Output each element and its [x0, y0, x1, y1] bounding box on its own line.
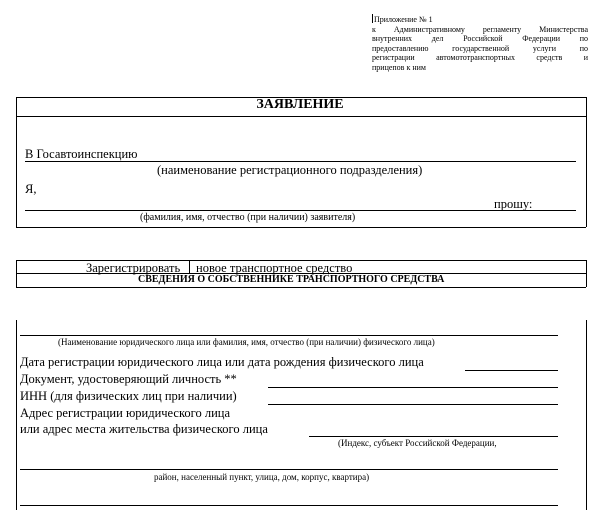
inn-field-line[interactable]: [268, 404, 558, 405]
applicant-field-line[interactable]: [25, 210, 576, 211]
reg-date-field-line[interactable]: [465, 370, 558, 371]
register-label: Зарегистрировать: [86, 261, 181, 275]
section3-left-border: [16, 320, 17, 510]
appendix-line: регистрации автомототранспортных средств и: [372, 53, 588, 63]
appendix-line: прицепов к ним: [372, 62, 426, 72]
address-field-line1[interactable]: [309, 436, 558, 437]
subdivision-field-line[interactable]: [25, 161, 576, 162]
section2-bottom-border: [16, 287, 586, 288]
address-label-line2: или адрес места жительства физического лица: [20, 422, 268, 436]
appendix-line: предоставлению государственной услуги по: [372, 43, 588, 53]
to-label: В Госавтоинспекцию: [25, 147, 138, 161]
inn-label: ИНН (для физических лиц при наличии): [20, 389, 237, 403]
address-field-line2[interactable]: [20, 469, 558, 470]
text-cursor: [372, 14, 373, 23]
address-field-line3[interactable]: [20, 505, 558, 506]
section1-bottom-border: [16, 227, 586, 228]
appendix-line: Приложение № 1: [374, 15, 433, 24]
appendix-line: внутренних дел Российской Федерации по: [372, 34, 588, 44]
form-right-border: [586, 97, 587, 227]
reg-date-label: Дата регистрации юридического лица или дата рождения физического лица: [20, 355, 424, 369]
request-label: прошу:: [494, 197, 533, 211]
address-hint-line2: район, населенный пункт, улица, дом, корпус, квартира): [154, 472, 370, 482]
address-hint-line1: (Индекс, субъект Российской Федерации,: [338, 438, 497, 448]
appendix-line: к Административному регламенту Министерства: [372, 24, 588, 34]
identity-doc-field-line[interactable]: [268, 387, 558, 388]
owner-section-title: СВЕДЕНИЯ О СОБСТВЕННИКЕ ТРАНСПОРТНОГО СРЕДСТВА: [138, 274, 445, 285]
form-title: ЗАЯВЛЕНИЕ: [256, 97, 344, 112]
register-value: новое транспортное средство: [196, 261, 353, 275]
address-label-line1: Адрес регистрации юридического лица: [20, 406, 231, 420]
section2-right-border: [586, 260, 587, 287]
section3-right-border: [586, 320, 587, 510]
title-bottom-border: [16, 116, 586, 117]
i-label: Я,: [25, 182, 37, 196]
appendix-note: [372, 14, 588, 73]
owner-name-hint: (Наименование юридического лица или фамилия, имя, отчество (при наличии) физического лица): [58, 337, 435, 347]
owner-name-field-line[interactable]: [20, 335, 558, 336]
applicant-hint: (фамилия, имя, отчество (при наличии) заявителя): [140, 212, 356, 223]
identity-doc-label: Документ, удостоверяющий личность **: [20, 372, 237, 386]
subdivision-hint: (наименование регистрационного подразделения): [157, 163, 423, 177]
register-divider: [189, 260, 190, 273]
